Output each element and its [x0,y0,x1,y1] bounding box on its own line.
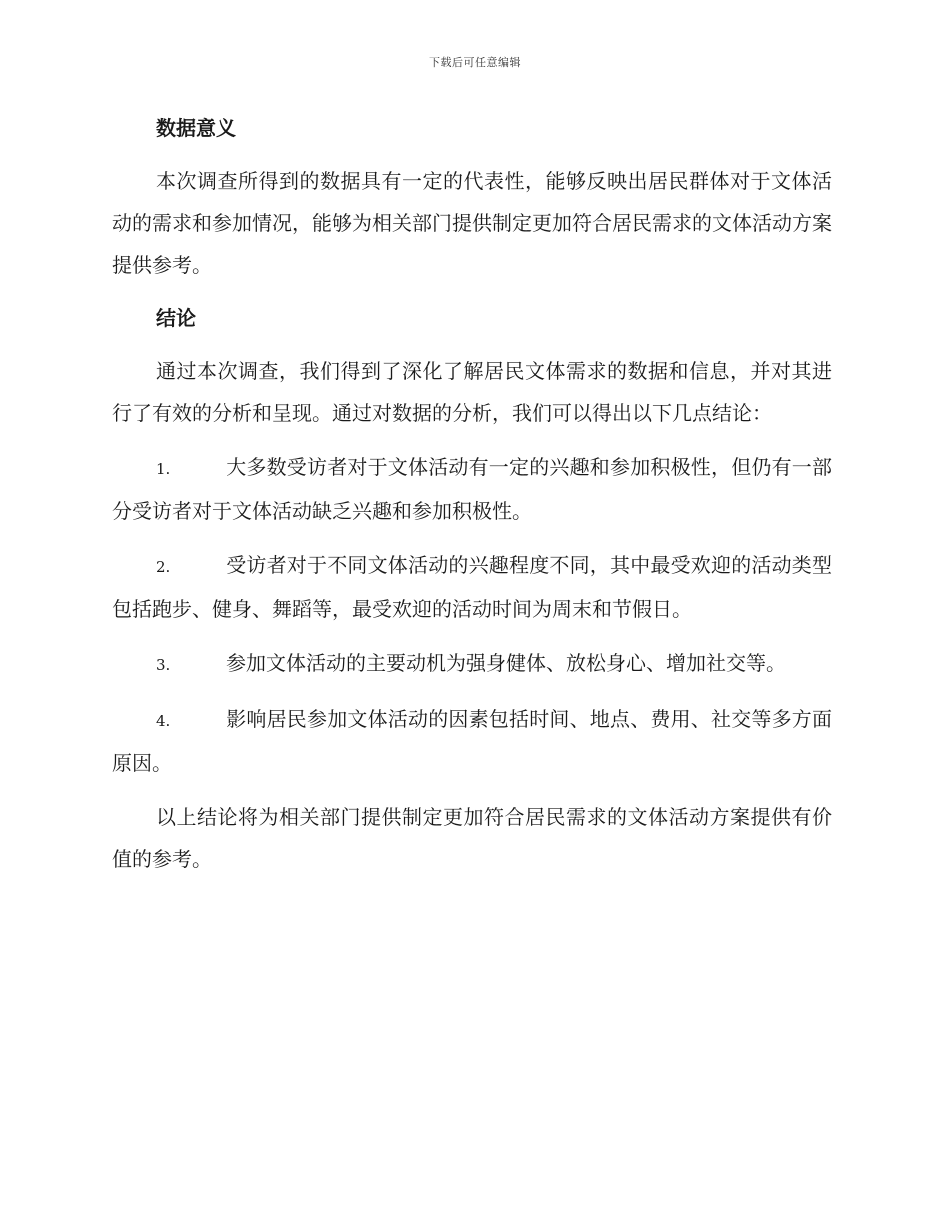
conclusion-closing-paragraph: 以上结论将为相关部门提供制定更加符合居民需求的文体活动方案提供有价值的参考。 [112,805,832,871]
list-number: 3. [156,656,171,674]
conclusion-list-item-2 [112,544,832,630]
conclusion-intro-paragraph: 通过本次调查，我们得到了深化了解居民文体需求的数据和信息，并对其进行了有效的分析和呈现。通过对数据的分析，我们可以得出以下几点结论： [112,359,832,425]
list-number: 4. [156,712,171,730]
list-number: 1. [156,460,171,478]
list-item-text: 影响居民参加文体活动的因素包括时间、地点、费用、社交等多方面原因。 [112,707,832,775]
list-number: 2. [156,558,171,576]
list-item-text: 受访者对于不同文体活动的兴趣程度不同，其中最受欢迎的活动类型包括跑步、健身、舞蹈等，最受欢迎的活动时间为周末和节假日。 [112,553,832,621]
list-item-text: 大多数受访者对于文体活动有一定的兴趣和参加积极性，但仍有一部分受访者对于文体活动缺乏兴趣和参加积极性。 [112,455,832,523]
section-title-data-meaning: 数据意义 [156,116,236,140]
header-note: 下载后可任意编辑 [429,56,521,69]
conclusion-list-item-4 [112,698,832,784]
list-item-text: 参加文体活动的主要动机为强身健体、放松身心、增加社交等。 [226,651,786,675]
data-meaning-paragraph: 本次调查所得到的数据具有一定的代表性，能够反映出居民群体对于文体活动的需求和参加情况，能够为相关部门提供制定更加符合居民需求的文体活动方案提供参考。 [112,169,832,277]
conclusion-list-item-3 [112,642,832,686]
section-title-conclusion: 结论 [156,306,196,330]
conclusion-list-item-1 [112,446,832,532]
document-body [112,108,832,892]
